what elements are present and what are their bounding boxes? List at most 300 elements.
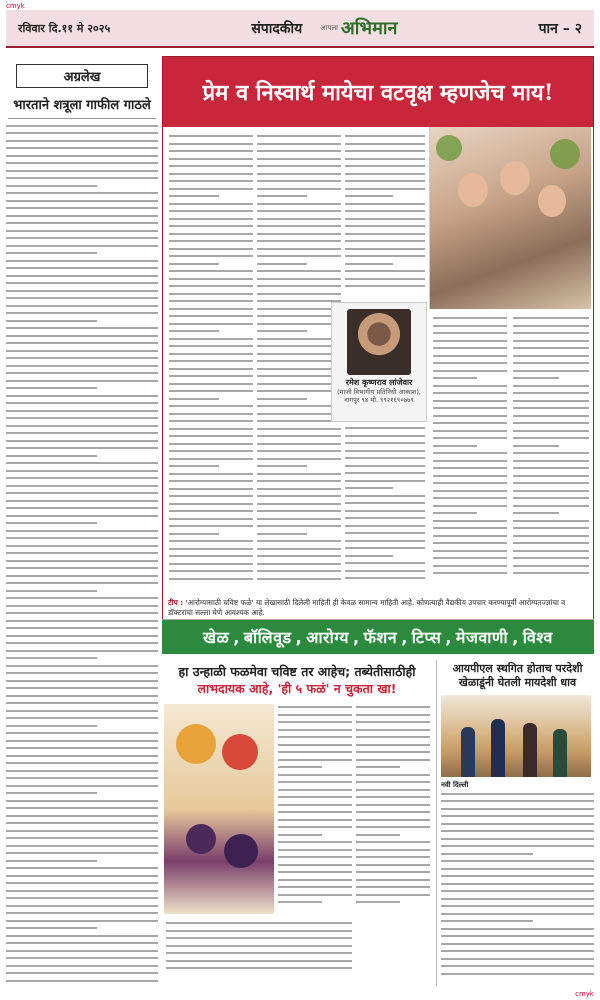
text-line	[257, 353, 341, 355]
text-line	[257, 428, 341, 430]
text-line	[278, 819, 352, 821]
text-line	[257, 165, 341, 167]
text-line	[169, 248, 253, 250]
text-line	[257, 390, 341, 392]
text-line	[6, 972, 158, 974]
text-line	[6, 822, 158, 824]
text-line	[169, 450, 253, 452]
text-line	[356, 706, 430, 708]
text-line	[169, 548, 253, 550]
text-line	[6, 485, 158, 487]
text-line	[356, 721, 430, 723]
feature-article	[162, 56, 594, 640]
text-line	[6, 275, 158, 277]
text-line	[6, 635, 158, 637]
text-line	[169, 540, 253, 542]
text-line	[6, 170, 158, 172]
text-line	[6, 507, 158, 509]
text-line	[169, 218, 253, 220]
text-line	[6, 590, 97, 592]
text-line	[169, 293, 253, 295]
text-line	[257, 578, 341, 580]
text-line	[257, 300, 341, 302]
text-line	[441, 808, 594, 810]
text-line	[257, 465, 307, 467]
text-line	[169, 180, 253, 182]
text-line	[433, 355, 507, 357]
text-line	[6, 740, 158, 742]
text-line	[257, 413, 341, 415]
text-line	[6, 222, 158, 224]
cricketers-photo	[441, 695, 591, 777]
text-line	[6, 890, 158, 892]
text-line	[169, 315, 253, 317]
text-line	[433, 527, 507, 529]
ipl-byline: नवी दिल्ली	[441, 780, 469, 789]
text-line	[6, 560, 158, 562]
text-line	[169, 225, 253, 227]
text-line	[169, 495, 253, 497]
text-line	[169, 525, 253, 527]
text-line	[6, 365, 158, 367]
text-line	[6, 702, 158, 704]
text-line	[433, 572, 507, 574]
text-line	[169, 143, 253, 145]
summer-fruits-text-column-1	[278, 706, 352, 909]
text-line	[6, 762, 158, 764]
text-line	[345, 525, 425, 527]
text-line	[6, 710, 158, 712]
text-line	[6, 410, 158, 412]
text-line	[6, 305, 158, 307]
note-text: 'आरोग्यासाठी चविष्ट फळे' या लेखासाठी दिलेली माहिती ही केवळ सामान्य माहिती आहे. कोणत्याही वैद्यकीय उपचार करण्यापूर्वी आरोग्यतज्ज्ञांचा व डॉक्टरांचा सल्ला घेणे आवश्यक आहे.	[168, 598, 566, 618]
category-separator: ,	[401, 627, 408, 647]
text-line	[6, 597, 158, 599]
text-line	[6, 425, 158, 427]
text-line	[257, 435, 341, 437]
text-line	[278, 796, 352, 798]
text-line	[433, 535, 507, 537]
text-line	[169, 240, 253, 242]
text-line	[169, 195, 219, 197]
text-line	[278, 834, 322, 836]
text-line	[441, 913, 594, 915]
text-line	[6, 245, 158, 247]
text-line	[257, 488, 341, 490]
text-line	[169, 188, 253, 190]
text-line	[356, 886, 430, 888]
category-item: मेजवाणी	[455, 628, 509, 647]
text-line	[257, 135, 341, 137]
text-line	[169, 390, 253, 392]
text-line	[6, 935, 158, 937]
text-line	[513, 565, 589, 567]
text-line	[169, 173, 253, 175]
text-line	[345, 562, 425, 564]
text-line	[6, 845, 158, 847]
text-line	[433, 347, 507, 349]
text-line	[356, 856, 430, 858]
text-line	[513, 370, 589, 372]
text-line	[278, 856, 352, 858]
text-line	[345, 255, 425, 257]
text-line	[513, 325, 589, 327]
text-line	[257, 405, 341, 407]
text-line	[169, 555, 253, 557]
text-line	[6, 447, 158, 449]
text-line	[513, 445, 559, 447]
text-line	[6, 320, 97, 322]
text-line	[433, 490, 507, 492]
section-title: संपादकीय	[251, 20, 303, 37]
text-line	[169, 203, 253, 205]
text-line	[257, 150, 341, 152]
text-line	[257, 143, 341, 145]
text-line	[257, 203, 341, 205]
newspaper-logo	[320, 16, 397, 40]
text-line	[441, 800, 594, 802]
text-line	[257, 420, 341, 422]
text-line	[169, 420, 253, 422]
category-item: बॉलिवूड	[243, 628, 292, 647]
text-line	[441, 823, 594, 825]
text-line	[257, 443, 341, 445]
text-line	[169, 533, 219, 535]
text-line	[257, 458, 341, 460]
text-line	[257, 248, 341, 250]
text-line	[345, 173, 425, 175]
text-line	[169, 563, 253, 565]
text-line	[278, 849, 352, 851]
text-line	[257, 398, 307, 400]
text-line	[6, 957, 158, 959]
text-line	[6, 140, 158, 142]
text-line	[6, 327, 158, 329]
text-line	[6, 612, 158, 614]
text-line	[257, 555, 341, 557]
author-photo	[347, 309, 411, 375]
text-line	[345, 435, 425, 437]
text-line	[6, 237, 158, 239]
text-line	[356, 804, 430, 806]
text-line	[441, 838, 594, 840]
text-line	[6, 657, 97, 659]
text-line	[169, 368, 253, 370]
summer-fruits-text-column-2	[356, 706, 430, 909]
text-line	[345, 457, 425, 459]
text-line	[6, 380, 158, 382]
text-line	[257, 450, 341, 452]
note-label: टीप :	[168, 598, 184, 607]
text-line	[278, 901, 322, 903]
text-line	[441, 905, 594, 907]
text-line	[513, 332, 589, 334]
text-line	[513, 437, 589, 439]
text-line	[433, 407, 507, 409]
text-line	[169, 308, 253, 310]
text-line	[345, 203, 425, 205]
text-line	[433, 452, 507, 454]
text-line	[6, 905, 158, 907]
text-line	[257, 270, 341, 272]
text-line	[345, 532, 425, 534]
text-line	[6, 185, 97, 187]
text-line	[345, 450, 425, 452]
text-line	[513, 482, 589, 484]
text-line	[345, 495, 425, 497]
text-line	[513, 527, 589, 529]
text-line	[513, 535, 589, 537]
text-line	[356, 774, 430, 776]
text-line	[169, 210, 253, 212]
text-line	[441, 853, 533, 855]
text-line	[513, 475, 589, 477]
text-line	[433, 377, 477, 379]
text-line	[345, 577, 425, 579]
text-line	[6, 912, 158, 914]
text-line	[513, 400, 589, 402]
feature-text-column-4	[433, 317, 507, 580]
text-line	[6, 440, 158, 442]
feature-text-column-3	[345, 135, 425, 295]
text-line	[345, 248, 425, 250]
feature-text-column-1	[169, 135, 253, 585]
text-line	[441, 860, 594, 862]
text-line	[6, 132, 158, 134]
text-line	[169, 435, 253, 437]
text-line	[433, 467, 507, 469]
category-bar	[162, 620, 594, 654]
text-line	[6, 605, 158, 607]
category-item: विश्व	[522, 628, 553, 647]
text-line	[356, 729, 430, 731]
text-line	[6, 687, 158, 689]
editorial-label: अग्रलेख	[16, 64, 148, 88]
text-line	[169, 510, 253, 512]
text-line	[6, 665, 158, 667]
author-designation: (माजी विभागीय प्रतिनिधी आकाश), नागपूर ९४ मो. ९९२१६९०७७९	[337, 388, 421, 405]
text-line	[257, 368, 341, 370]
text-line	[513, 550, 589, 552]
category-separator: ,	[353, 627, 360, 647]
text-line	[169, 398, 219, 400]
text-line	[257, 323, 341, 325]
text-line	[278, 879, 352, 881]
text-line	[441, 958, 594, 960]
text-line	[257, 330, 307, 332]
text-line	[6, 725, 97, 727]
logo-prefix: आपला	[320, 23, 338, 32]
text-line	[6, 650, 158, 652]
text-line	[169, 428, 253, 430]
text-line	[278, 721, 352, 723]
text-line	[278, 826, 352, 828]
text-line	[345, 517, 425, 519]
text-line	[6, 837, 158, 839]
text-line	[433, 437, 507, 439]
text-line	[433, 542, 507, 544]
text-line	[6, 260, 158, 262]
text-line	[345, 225, 425, 227]
text-line	[6, 620, 158, 622]
text-line	[441, 898, 594, 900]
text-line	[278, 871, 352, 873]
text-line	[441, 830, 594, 832]
ipl-body-text	[441, 793, 594, 975]
text-line	[513, 355, 589, 357]
text-line	[6, 755, 158, 757]
category-item: आरोग्य	[306, 628, 350, 647]
text-line	[169, 578, 253, 580]
text-line	[6, 147, 158, 149]
text-line	[6, 800, 158, 802]
text-line	[513, 467, 589, 469]
text-line	[513, 385, 589, 387]
text-line	[169, 488, 253, 490]
text-line	[345, 180, 425, 182]
text-line	[441, 928, 594, 930]
text-line	[433, 430, 507, 432]
text-line	[513, 362, 589, 364]
text-line	[6, 875, 158, 877]
issue-date: रविवार दि.११ मे २०२५	[18, 21, 111, 35]
text-line	[257, 173, 341, 175]
text-line	[6, 672, 158, 674]
text-line	[6, 980, 158, 982]
text-line	[345, 555, 393, 557]
text-line	[169, 375, 253, 377]
summer-fruits-headline-line-1: हा उन्हाळी फळमेवा चविष्ट तर आहेच; तब्येतीसाठीही	[178, 664, 416, 679]
text-line	[441, 883, 594, 885]
text-line	[513, 415, 589, 417]
text-line	[433, 550, 507, 552]
text-line	[6, 852, 158, 854]
text-line	[6, 267, 158, 269]
text-line	[356, 901, 400, 903]
text-line	[169, 413, 253, 415]
text-line	[345, 510, 425, 512]
summer-fruits-article	[162, 660, 432, 986]
text-line	[166, 930, 352, 932]
text-line	[6, 522, 97, 524]
text-line	[278, 774, 352, 776]
text-line	[6, 860, 97, 862]
text-line	[278, 751, 352, 753]
text-line	[257, 188, 341, 190]
text-line	[6, 350, 158, 352]
text-line	[169, 503, 253, 505]
text-line	[169, 233, 253, 235]
text-line	[433, 557, 507, 559]
text-line	[169, 338, 253, 340]
text-line	[278, 766, 322, 768]
text-line	[433, 460, 507, 462]
text-line	[345, 540, 425, 542]
text-line	[166, 967, 352, 969]
text-line	[433, 497, 507, 499]
text-line	[278, 789, 352, 791]
text-line	[169, 360, 253, 362]
text-line	[6, 200, 158, 202]
text-line	[345, 487, 393, 489]
text-line	[356, 841, 430, 843]
text-line	[169, 150, 253, 152]
author-box	[331, 302, 427, 422]
text-line	[169, 465, 219, 467]
text-line	[278, 864, 352, 866]
text-line	[257, 218, 341, 220]
text-line	[166, 937, 352, 939]
summer-fruits-text-column-3	[166, 922, 352, 975]
text-line	[433, 512, 477, 514]
text-line	[257, 158, 341, 160]
text-line	[278, 706, 352, 708]
text-line	[278, 804, 352, 806]
text-line	[6, 155, 158, 157]
text-line	[169, 345, 253, 347]
text-line	[433, 415, 507, 417]
text-line	[257, 503, 341, 505]
text-line	[257, 563, 341, 565]
text-line	[441, 890, 594, 892]
text-line	[356, 849, 430, 851]
ipl-headline: आयपीएल स्थगित होताच परदेशी खेळाडूंनी घेतली मायदेशी धाव	[452, 662, 583, 690]
text-line	[278, 714, 352, 716]
text-line	[6, 882, 158, 884]
text-line	[257, 210, 341, 212]
text-line	[433, 332, 507, 334]
text-line	[356, 834, 400, 836]
text-line	[169, 405, 253, 407]
text-line	[345, 427, 425, 429]
text-line	[345, 240, 425, 242]
text-line	[257, 360, 341, 362]
text-line	[513, 505, 589, 507]
text-line	[257, 518, 341, 520]
text-line	[257, 510, 341, 512]
text-line	[513, 497, 589, 499]
text-line	[6, 387, 97, 389]
text-line	[513, 512, 559, 514]
text-line	[6, 695, 158, 697]
text-line	[6, 455, 97, 457]
text-line	[257, 315, 341, 317]
text-line	[257, 225, 341, 227]
text-line	[6, 807, 158, 809]
category-separator: ,	[233, 627, 240, 647]
text-line	[169, 383, 253, 385]
text-line	[6, 927, 97, 929]
text-line	[433, 422, 507, 424]
text-line	[6, 552, 158, 554]
text-line	[513, 460, 589, 462]
text-line	[169, 300, 253, 302]
text-line	[345, 270, 425, 272]
ipl-article	[436, 660, 594, 986]
text-line	[278, 841, 352, 843]
text-line	[257, 345, 341, 347]
text-line	[169, 263, 219, 265]
text-line	[345, 150, 425, 152]
text-line	[345, 135, 425, 137]
text-line	[278, 886, 352, 888]
text-line	[356, 864, 430, 866]
text-line	[345, 442, 425, 444]
text-line	[356, 781, 430, 783]
text-line	[6, 192, 158, 194]
text-line	[6, 792, 97, 794]
editorial-headline: भारताने शत्रूला गाफील गाठले	[8, 98, 156, 119]
